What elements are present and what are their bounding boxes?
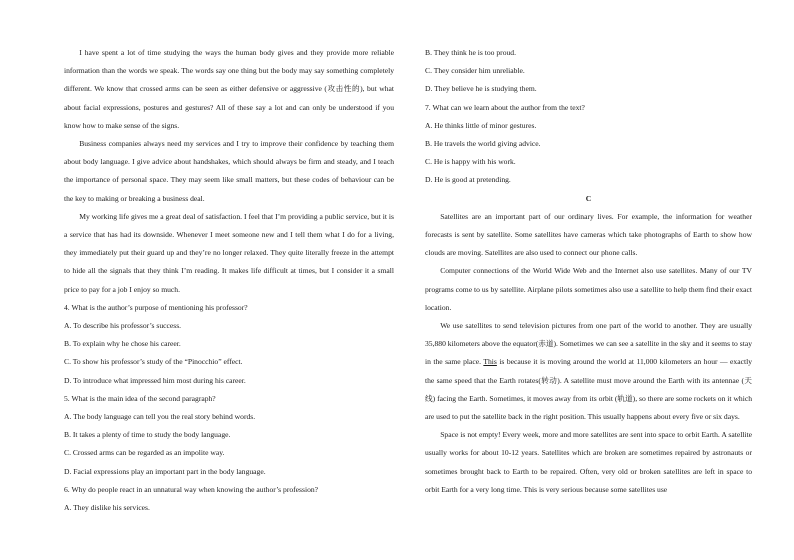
question-6-option-d: D. They believe he is studying them. — [425, 84, 537, 94]
question-5-option-c: C. Crossed arms can be regarded as an impolite way. — [64, 448, 225, 458]
question-7-option-d: D. He is good at pretending. — [425, 175, 511, 185]
passage-paragraph-1: I have spent a lot of time studying the ways the human body gives and they provide more reliable information than the words we speak. The words say one thing but the body may say something completely different. We know that crossed arms can be seen as either defensive or aggressive (攻击性的), but what about facial expressions, postures and gestures? All of these say a lot and can only be understood if you know how to make sense of the signs. — [64, 48, 394, 130]
question-6-option-a: A. They dislike his services. — [64, 503, 150, 513]
left-column — [64, 44, 394, 517]
question-7: 7. What can we learn about the author from the text? — [425, 102, 585, 112]
question-5-option-b: B. It takes a plenty of time to study the body language. — [64, 430, 231, 440]
question-6-option-b: B. They think he is too proud. — [425, 48, 516, 57]
question-6: 6. Why do people react in an unnatural way when knowing the author’s profession? — [64, 484, 319, 494]
question-4-option-c: C. To show his professor’s study of the “Pinocchio” effect. — [64, 357, 243, 367]
question-5: 5. What is the main idea of the second paragraph? — [64, 393, 216, 403]
satellite-paragraph-3-end: is because it is moving around the world at 11,000 kilometers an hour — exactly the same speed that the Earth rotates(转动). A satellite must move around the Earth with its antennae (天线) facing the Earth. Sometimes, it moves away from its orbit (轨道), so there are some rockets on it which are used to put the satellite back in the right position. This usually happens about every five or six days. — [425, 357, 752, 422]
passage-paragraph-2: Business companies always need my services and I try to improve their confidence by teaching them about body language. I give advice about handshakes, which should always be firm and steady, and I teach the importance of personal space. They may seem like small matters, but these codes of behaviour can be the key to making or breaking a business deal. — [64, 139, 394, 203]
passage-paragraph-3: My working life gives me a great deal of satisfaction. I feel that I’m providing a public service, but it is a service that has had its downside. Whenever I meet someone new and I tell them what I do for a living, they immediately put their guard up and they’re no longer relaxed. They quite literally freeze in the attempt to hide all the signals that they think I’m reading. It makes life difficult at times, but I consider it a small price to pay for a job I enjoy so much. — [64, 211, 394, 294]
satellite-paragraph-3-start: We use satellites to send television pictures from one part of the world to another. They are usually 35,880 kilometers above the equator(赤道). Sometimes we can see a satellite in the sky and it seems to stay in the same place. — [425, 321, 752, 367]
right-column — [425, 44, 752, 499]
question-7-option-b: B. He travels the world giving advice. — [425, 139, 541, 149]
question-6-option-c: C. They consider him unreliable. — [425, 66, 525, 76]
question-7-option-a: A. He thinks little of minor gestures. — [425, 120, 537, 130]
question-5-option-a: A. The body language can tell you the real story behind words. — [64, 412, 256, 422]
section-heading: C — [585, 193, 592, 203]
satellite-paragraph-4: Space is not empty! Every week, more and more satellites are sent into space to orbit Earth. A satellite usually works for about 10-12 years. Satellites which are broken are sometimes repaired by astronauts or sometimes brought back to Earth to be repaired. Often, very old or broken satellites are left in space to orbit Earth for a very long time. This is very serious because some satellites use — [425, 430, 752, 494]
question-4-option-b: B. To explain why he chose his career. — [64, 339, 181, 349]
underlined-word: This — [483, 357, 497, 367]
question-4-option-d: D. To introduce what impressed him most during his career. — [64, 375, 246, 385]
question-4: 4. What is the author’s purpose of mentioning his professor? — [64, 302, 248, 312]
question-5-option-d: D. Facial expressions play an important part in the body language. — [64, 466, 266, 476]
satellite-paragraph-1: Satellites are an important part of our ordinary lives. For example, the information for weather forecasts is sent by satellite. Some satellites have cameras which take photographs of Earth to show how clouds are moving. Satellites are also used to connect our phone calls. — [425, 211, 752, 258]
question-7-option-c: C. He is happy with his work. — [425, 157, 516, 167]
question-4-option-a: A. To describe his professor’s success. — [64, 321, 182, 331]
satellite-paragraph-3 — [425, 317, 752, 426]
satellite-paragraph-2: Computer connections of the World Wide Web and the Internet also use satellites. Many of our TV programs come to us by satellite. Airplane pilots sometimes also use a satellite to help them find their exact location. — [425, 266, 752, 312]
